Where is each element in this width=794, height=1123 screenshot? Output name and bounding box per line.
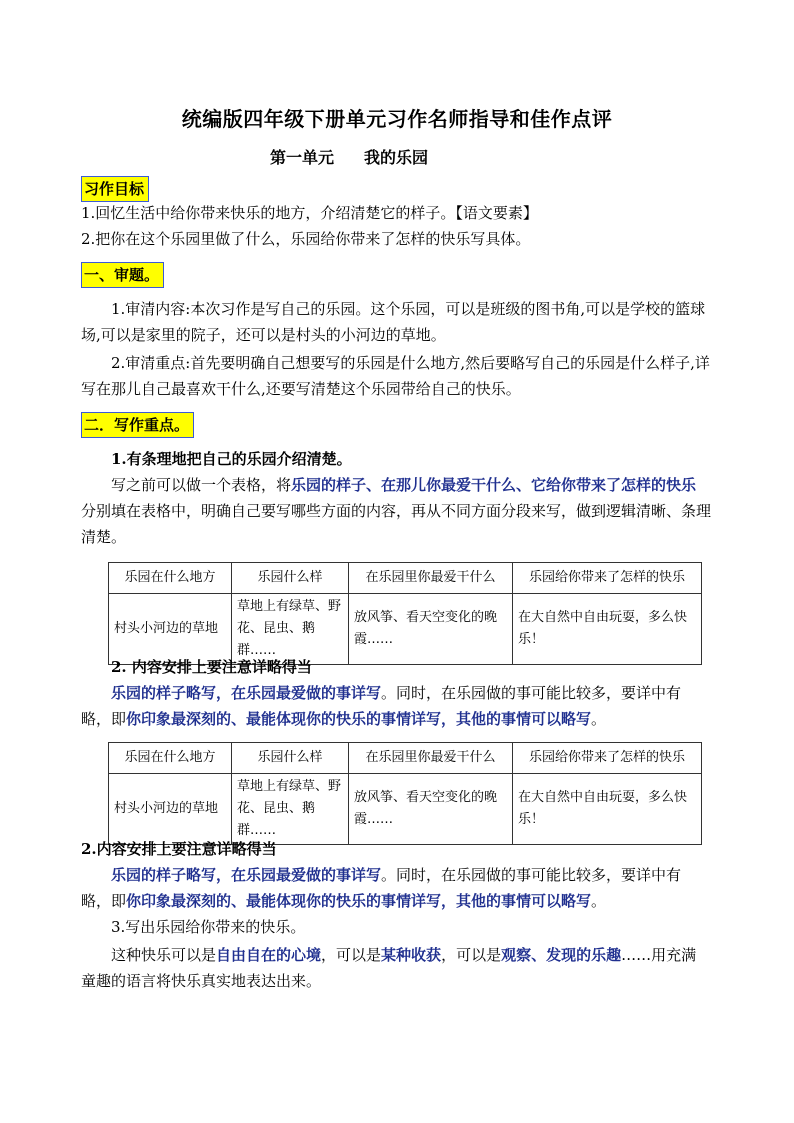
plan-table-1 bbox=[108, 562, 702, 665]
table-cell: 在大自然中自由玩耍，多么快乐！ bbox=[513, 774, 702, 845]
text-run: 这种快乐可以是 bbox=[111, 946, 217, 964]
table-header-cell: 在乐园里你最爱干什么 bbox=[349, 743, 513, 774]
table-header-cell: 乐园给你带来了怎样的快乐 bbox=[513, 743, 702, 774]
subsection3-paragraph bbox=[81, 942, 711, 994]
table-cell: 在大自然中自由玩耍，多么快乐！ bbox=[513, 594, 702, 665]
text-run: ……用充满童趣的语言将快乐真实地表达出来。 bbox=[81, 946, 697, 990]
text-run: ，可以是 bbox=[441, 946, 502, 964]
subsection1-title: 1.有条理地把自己的乐园介绍清楚。 bbox=[111, 450, 352, 468]
subsection1-paragraph bbox=[81, 472, 711, 550]
section2-heading: 二．写作重点。 bbox=[81, 412, 194, 438]
unit-subtitle bbox=[270, 145, 428, 168]
text-run: 写之前可以做一个表格，将 bbox=[111, 476, 292, 494]
emphasis-text: 自由自在的心境 bbox=[216, 946, 322, 964]
text-run: 。 bbox=[591, 892, 607, 910]
text-run: 。 bbox=[591, 710, 607, 728]
table-header-cell: 在乐园里你最爱干什么 bbox=[349, 563, 513, 594]
document-title: 统编版四年级下册单元习作名师指导和佳作点评 bbox=[181, 107, 613, 131]
table-cell: 草地上有绿草、野花、昆虫、鹅群…… bbox=[232, 774, 349, 845]
table-cell: 放风筝、看天空变化的晚霞…… bbox=[349, 774, 513, 845]
subsection2-title: 2. 内容安排上要注意详略得当 bbox=[111, 658, 312, 676]
subsection2b-title: 2.内容安排上要注意详略得当 bbox=[81, 840, 277, 858]
emphasis-text: 观察、发现的乐趣 bbox=[501, 946, 622, 964]
section1-paragraph-2: 2.审清重点:首先要明确自己想要写的乐园是什么地方,然后要略写自己的乐园是什么样子,详写在那儿自己最喜欢干什么,还要写清楚这个乐园带给自己的快乐。 bbox=[81, 354, 710, 398]
table-header-cell: 乐园给你带来了怎样的快乐 bbox=[513, 563, 702, 594]
plan-table-2 bbox=[108, 742, 702, 845]
subsection2-paragraph bbox=[81, 680, 711, 732]
emphasis-text: 乐园的样子略写，在乐园最爱做的事详写 bbox=[111, 684, 382, 702]
table-header-cell: 乐园什么样 bbox=[232, 563, 349, 594]
subsection2b-paragraph bbox=[81, 862, 711, 914]
table-cell: 村头小河边的草地 bbox=[109, 774, 232, 845]
emphasis-text: 乐园的样子略写，在乐园最爱做的事详写 bbox=[111, 866, 382, 884]
emphasis-text: 某种收获 bbox=[381, 946, 442, 964]
text-run: 。同时，在乐园做的事可能比较多，要详中有略，即 bbox=[81, 866, 682, 910]
goal-item-1: 1.回忆生活中给你带来快乐的地方，介绍清楚它的样子。【语文要素】 bbox=[81, 204, 538, 222]
goals-heading: 习作目标 bbox=[81, 176, 149, 202]
emphasis-text: 乐园的样子、在那儿你最爱干什么、它给你带来了怎样的快乐 bbox=[291, 476, 697, 494]
unit-label: 第一单元 bbox=[270, 148, 335, 167]
table-header-cell: 乐园在什么地方 bbox=[109, 563, 232, 594]
table-header-cell: 乐园什么样 bbox=[232, 743, 349, 774]
goal-item-2: 2.把你在这个乐园里做了什么，乐园给你带来了怎样的快乐写具体。 bbox=[81, 230, 531, 248]
text-run: 。同时，在乐园做的事可能比较多，要详中有略，即 bbox=[81, 684, 682, 728]
text-run: ，可以是 bbox=[321, 946, 382, 964]
table-cell: 放风筝、看天空变化的晚霞…… bbox=[349, 594, 513, 665]
table-cell: 草地上有绿草、野花、昆虫、鹅群…… bbox=[232, 594, 349, 665]
section1-paragraph-1: 1.审清内容:本次习作是写自己的乐园。这个乐园，可以是班级的图书角,可以是学校的篮球场,可以是家里的院子，还可以是村头的小河边的草地。 bbox=[81, 300, 706, 344]
subsection3-title: 3.写出乐园给你带来的快乐。 bbox=[111, 918, 306, 936]
table-header-cell: 乐园在什么地方 bbox=[109, 743, 232, 774]
table-cell: 村头小河边的草地 bbox=[109, 594, 232, 665]
text-run: 分别填在表格中，明确自己要写哪些方面的内容，再从不同方面分段来写，做到逻辑清晰、条理清楚。 bbox=[81, 502, 712, 546]
unit-topic: 我的乐园 bbox=[364, 148, 429, 167]
section1-heading: 一、审题。 bbox=[81, 262, 164, 288]
emphasis-text: 你印象最深刻的、最能体现你的快乐的事情详写，其他的事情可以略写 bbox=[126, 710, 592, 728]
emphasis-text: 你印象最深刻的、最能体现你的快乐的事情详写，其他的事情可以略写 bbox=[126, 892, 592, 910]
